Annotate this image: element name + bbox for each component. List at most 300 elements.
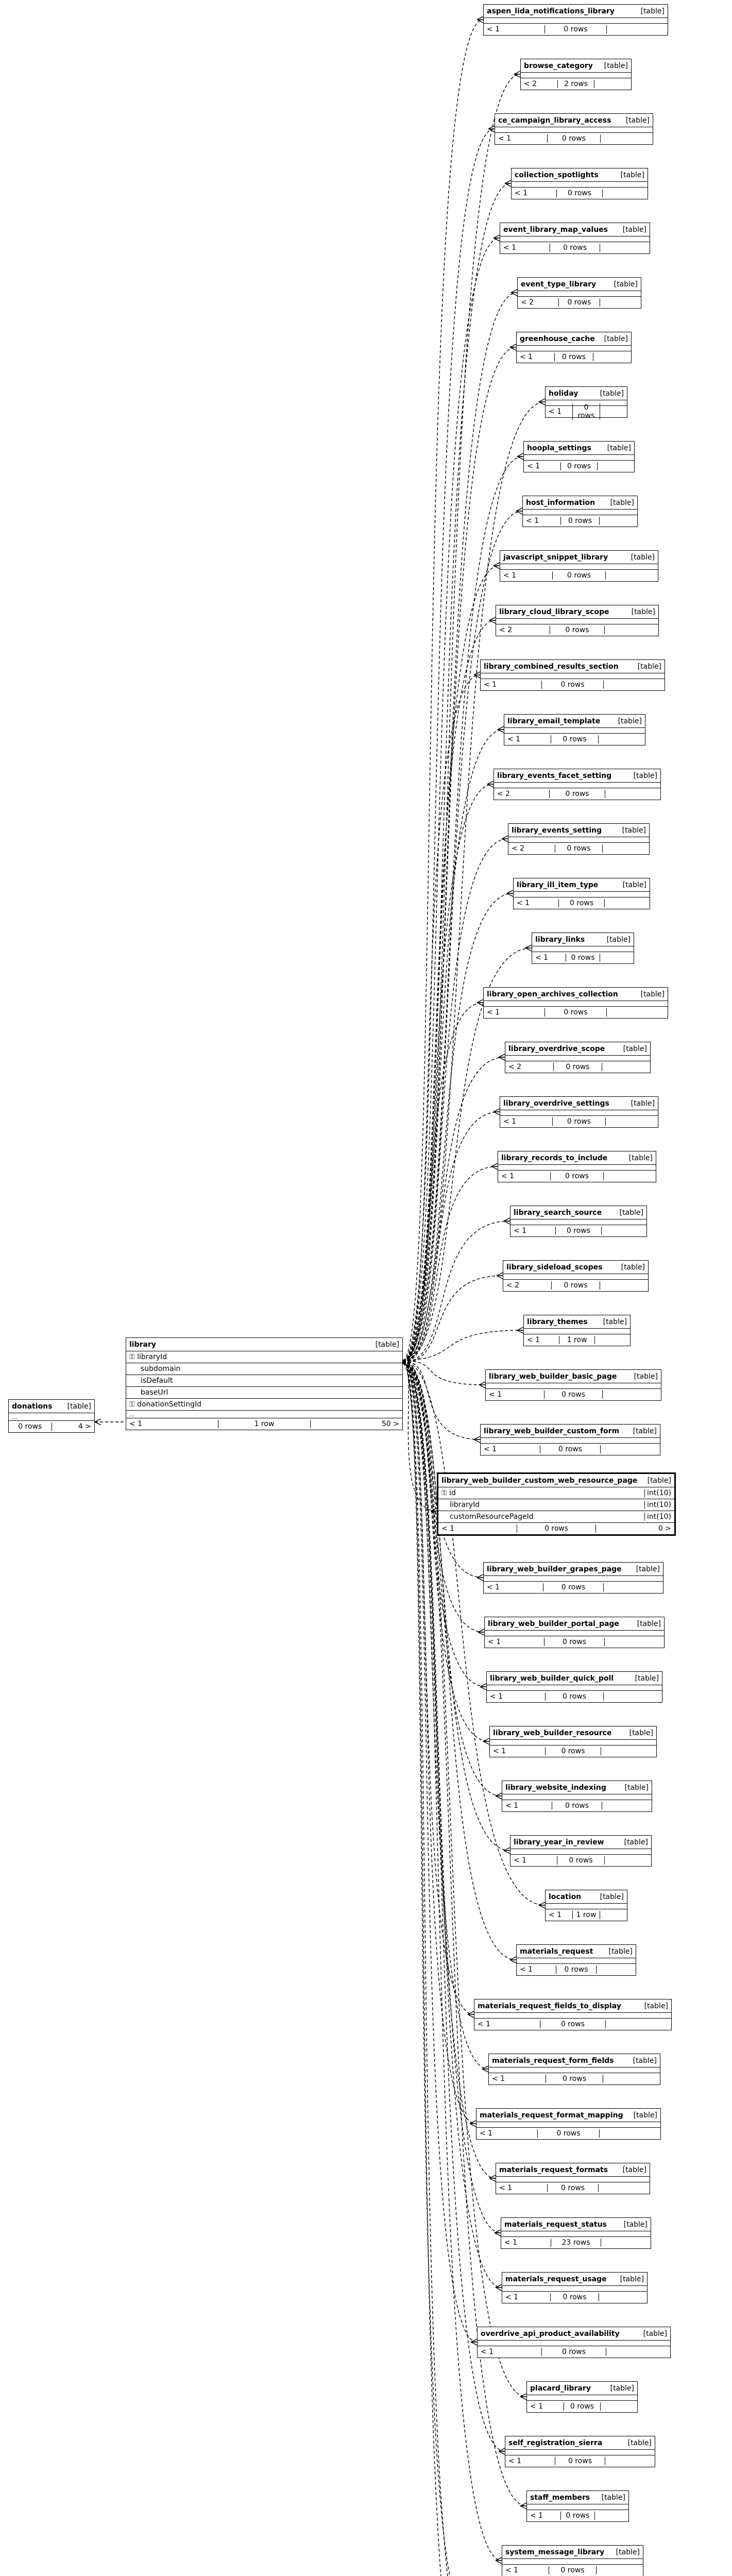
table-name: greenhouse_cache <box>520 334 595 343</box>
table-tag: [table] <box>633 771 657 780</box>
table-library-website-indexing[interactable] <box>502 1781 652 1812</box>
row-count: 1 row <box>218 1420 311 1428</box>
parent-count: < 1 <box>514 1856 527 1865</box>
table-library-year-in-review[interactable] <box>510 1835 652 1867</box>
crows-foot-marker <box>495 2230 501 2236</box>
parent-count: < 2 <box>506 1281 520 1290</box>
row-count: 0 rows <box>547 2184 599 2192</box>
table-system-message-library[interactable] <box>502 2545 643 2576</box>
table-name: materials_request_format_mapping <box>480 2111 623 2120</box>
columns-placeholder <box>485 1631 664 1636</box>
table-library-overdrive-settings[interactable] <box>500 1096 658 1128</box>
row-count: 0 rows <box>555 2457 605 2465</box>
table-name: holiday <box>549 389 578 398</box>
table-javascript-snippet-library[interactable] <box>500 550 658 582</box>
table-tag: [table] <box>625 116 650 125</box>
row-count: 0 rows <box>544 1391 603 1399</box>
table-name: library_web_builder_grapes_page <box>487 1565 622 1573</box>
table-tag: [table] <box>634 1372 658 1381</box>
parent-count: < 1 <box>489 1391 502 1399</box>
table-name: library_cloud_library_scope <box>499 607 609 616</box>
crows-foot-marker <box>517 1327 523 1333</box>
key-icon: ⚿ <box>441 1489 450 1497</box>
table-materials-request-fields-to-display[interactable] <box>474 1999 672 2030</box>
table-name: library_events_facet_setting <box>497 771 612 780</box>
parent-count: < 1 <box>535 954 549 962</box>
table-tag: [table] <box>633 1427 657 1435</box>
table-materials-request-formats[interactable] <box>496 2163 650 2194</box>
row-count: 0 rows <box>552 1802 602 1810</box>
table-library-events-facet-setting[interactable] <box>493 769 661 800</box>
columns-placeholder <box>527 2504 628 2510</box>
columns-ellipsis: ... <box>126 1411 402 1418</box>
crows-foot-marker <box>511 290 517 296</box>
row-count: 0 rows <box>551 1281 600 1290</box>
row-count: 0 rows <box>540 1445 600 1453</box>
parent-count: < 2 <box>521 298 534 307</box>
table-library-sideload-scopes[interactable] <box>503 1260 649 1292</box>
row-count: 0 rows <box>546 2075 603 2083</box>
crows-foot-marker <box>504 1848 510 1854</box>
columns-placeholder <box>500 1110 658 1116</box>
row-count: 0 rows <box>558 298 600 307</box>
crows-foot-marker <box>470 2121 476 2127</box>
row-count: 0 rows <box>540 2020 606 2028</box>
relationship-line <box>403 129 495 1361</box>
parent-count: < 1 <box>487 1008 500 1016</box>
table-name: library_web_builder_custom_web_resource_page <box>441 1476 638 1485</box>
columns-placeholder <box>501 2231 651 2237</box>
parent-count: < 1 <box>484 681 497 689</box>
parent-count: < 1 <box>549 408 562 416</box>
parent-count: < 1 <box>530 2402 543 2411</box>
crows-foot-marker <box>480 1684 486 1690</box>
parent-count: < 1 <box>488 1638 501 1646</box>
column-row: customResourcePageId int(10) <box>438 1511 674 1523</box>
table-library-links[interactable] <box>532 933 634 964</box>
crows-foot-marker <box>478 1629 484 1635</box>
crows-foot-marker <box>510 1957 516 1963</box>
row-count: 0 rows <box>544 25 606 33</box>
table-tag: [table] <box>628 1154 653 1162</box>
row-count: 1 row <box>572 1911 600 1919</box>
row-count: 23 rows <box>551 2239 601 2247</box>
columns-placeholder <box>500 564 658 570</box>
row-count: 0 rows <box>560 2512 595 2520</box>
columns-placeholder <box>494 783 660 788</box>
table-tag: [table] <box>631 607 655 616</box>
parent-count: < 1 <box>526 517 539 525</box>
crows-foot-marker <box>525 945 532 951</box>
table-tag: [table] <box>633 2056 657 2065</box>
crows-foot-marker <box>493 563 500 569</box>
columns-placeholder <box>486 1383 661 1389</box>
table-name: library_combined_results_section <box>484 662 619 671</box>
table-library-combined-results-section[interactable] <box>480 659 665 691</box>
table-library-themes[interactable] <box>523 1315 631 1346</box>
parent-count: < 2 <box>512 844 525 853</box>
foreign-key-icon: ⚿ <box>129 1400 138 1409</box>
table-name: library_search_source <box>514 1208 602 1217</box>
table-library-web-builder-quick-poll[interactable] <box>486 1671 662 1703</box>
table-tag: [table] <box>600 389 624 398</box>
crows-foot-marker <box>514 71 520 77</box>
table-overdrive-api-product-availability[interactable] <box>477 2327 671 2358</box>
table-tag: [table] <box>620 171 644 179</box>
table-materials-request-usage[interactable] <box>502 2272 648 2303</box>
table-tag: [table] <box>610 498 634 507</box>
row-count: 0 rows <box>556 189 602 197</box>
table-name: library_themes <box>527 1317 588 1326</box>
columns-placeholder <box>500 236 650 242</box>
columns-placeholder <box>502 2286 647 2292</box>
table-library-web-builder-basic-page[interactable] <box>485 1369 661 1401</box>
columns-placeholder <box>517 1958 636 1964</box>
parent-count: < 1 <box>481 2348 494 2356</box>
table-tag: [table] <box>640 990 665 998</box>
table-tag: [table] <box>631 553 655 562</box>
table-tag: [table] <box>600 1892 624 1901</box>
table-name: browse_category <box>524 61 593 70</box>
table-name: library_open_archives_collection <box>487 990 618 998</box>
table-ce-campaign-library-access[interactable] <box>495 113 653 145</box>
table-tag: [table] <box>623 2220 648 2229</box>
crows-foot-marker <box>517 453 523 460</box>
table-name: materials_request_usage <box>505 2275 607 2283</box>
relationship-line <box>403 784 493 1363</box>
table-holiday[interactable] <box>545 386 627 418</box>
row-count: 0 rows <box>557 1856 604 1865</box>
columns-placeholder <box>487 1685 662 1691</box>
table-collection-spotlights[interactable] <box>511 168 648 199</box>
table-tag: [table] <box>616 2548 640 2556</box>
crows-foot-marker <box>487 781 493 787</box>
row-count: 0 rows <box>541 681 603 689</box>
relationship-line <box>403 293 517 1363</box>
relationship-line <box>403 1362 483 1578</box>
parent-count: < 1 <box>515 189 528 197</box>
table-name: library <box>129 1340 157 1349</box>
table-tag: [table] <box>614 280 638 289</box>
relationship-line <box>403 1362 474 2014</box>
parent-count: < 1 <box>492 2075 505 2083</box>
table-library-web-builder-custom-form[interactable] <box>480 1424 660 1455</box>
columns-placeholder <box>505 2450 655 2455</box>
table-hoopla-settings[interactable] <box>523 441 635 472</box>
parent-count: < 1 <box>520 353 533 361</box>
table-name: placard_library <box>530 2384 591 2393</box>
row-count: 1 row <box>559 1336 595 1344</box>
table-name: system_message_library <box>505 2548 605 2556</box>
table-name: location <box>549 1892 582 1901</box>
table-name: event_type_library <box>521 280 597 289</box>
row-count: 0 rows <box>560 462 598 470</box>
crows-foot-marker <box>505 180 511 187</box>
parent-count: < 1 <box>530 2512 543 2520</box>
table-name: hoopla_settings <box>527 444 591 452</box>
table-tag: [table] <box>620 2275 644 2283</box>
table-tag: [table] <box>635 1674 659 1683</box>
row-count: 0 rows <box>544 1638 604 1646</box>
crows-foot-marker <box>502 836 508 842</box>
parent-count: < 2 <box>497 790 510 798</box>
columns-placeholder <box>518 291 641 297</box>
table-host-information[interactable] <box>522 496 638 527</box>
table-name: library_year_in_review <box>514 1838 604 1846</box>
columns-placeholder <box>504 728 645 734</box>
relationship-line <box>403 1057 505 1362</box>
parent-count: < 2 <box>499 626 513 634</box>
columns-placeholder <box>523 510 637 515</box>
row-count: 0 rows <box>560 517 599 525</box>
parent-count: < 1 <box>520 1965 533 1974</box>
table-library-web-builder-grapes-page[interactable] <box>483 1562 663 1594</box>
table-tag: [table] <box>618 717 642 725</box>
row-count: 0 rows <box>572 403 600 420</box>
row-count: 0 rows <box>555 844 602 853</box>
columns-placeholder <box>495 127 653 133</box>
table-event-type-library[interactable] <box>517 277 641 309</box>
crows-foot-marker <box>493 235 500 241</box>
table-name: library_web_builder_quick_poll <box>490 1674 614 1683</box>
columns-placeholder <box>521 73 631 78</box>
crows-foot-marker <box>489 2175 496 2181</box>
table-tag: [table] <box>619 1208 643 1217</box>
table-library-web-builder-custom-web-resource-page[interactable] <box>437 1472 676 1536</box>
table-library-events-setting[interactable] <box>508 823 650 855</box>
table-name: collection_spotlights <box>515 171 599 179</box>
table-name: event_library_map_values <box>503 225 608 234</box>
parent-count: < 1 <box>501 1172 515 1180</box>
crows-foot-marker <box>497 1273 503 1279</box>
table-materials-request[interactable] <box>516 1944 636 1976</box>
table-name: self_registration_sierra <box>508 2438 603 2447</box>
columns-placeholder <box>502 1794 652 1800</box>
crows-foot-marker <box>482 2066 488 2072</box>
column-row: isDefault <box>126 1375 402 1387</box>
columns-placeholder <box>478 2341 670 2346</box>
columns-placeholder <box>510 1219 646 1225</box>
columns-placeholder <box>484 18 668 24</box>
relationship-line <box>403 456 523 1360</box>
crows-foot-marker <box>489 617 496 623</box>
table-browse-category[interactable] <box>520 59 632 90</box>
table-name: materials_request <box>520 1947 593 1956</box>
crows-foot-marker <box>539 1902 545 1908</box>
table-name: materials_request_fields_to_display <box>478 2002 621 2010</box>
relationship-line <box>403 347 516 1363</box>
table-name: host_information <box>526 498 595 507</box>
columns-placeholder <box>527 2395 637 2401</box>
row-count: 0 rows <box>550 626 604 634</box>
table-staff-members[interactable] <box>526 2490 629 2522</box>
columns-placeholder <box>481 673 665 679</box>
row-count: 0 rows <box>537 2129 599 2138</box>
relationship-line <box>403 730 504 1363</box>
columns-placeholder <box>484 1001 668 1007</box>
row-count: 0 rows <box>544 1008 606 1016</box>
crows-foot-marker <box>499 1054 505 1060</box>
parent-count: < 1 <box>503 244 517 252</box>
column-row: libraryId int(10) <box>438 1499 674 1511</box>
table-materials-request-status[interactable] <box>501 2217 651 2249</box>
parent-count: < 1 <box>441 1524 455 1533</box>
table-tag: [table] <box>601 2493 625 2502</box>
table-materials-request-format-mapping[interactable] <box>476 2108 661 2140</box>
table-library-ill-item-type[interactable] <box>513 878 650 909</box>
columns-ellipsis: ... <box>9 1413 94 1421</box>
table-tag: [table] <box>629 1728 653 1737</box>
parent-count: < 1 <box>503 1117 517 1126</box>
columns-placeholder <box>490 1740 656 1745</box>
key-icon: ⚿ <box>129 1353 138 1361</box>
table-name: library_links <box>535 935 585 944</box>
table-tag: [table] <box>604 61 628 70</box>
column-row: ⚿ libraryId <box>126 1351 402 1363</box>
table-name: library_ill_item_type <box>517 880 599 889</box>
relationship-line <box>403 839 508 1364</box>
relationship-line <box>403 1003 483 1361</box>
crows-foot-marker <box>520 2503 526 2509</box>
columns-placeholder <box>474 2013 671 2019</box>
parent-count: < 1 <box>549 1911 562 1919</box>
row-count: 0 rows <box>552 1117 605 1126</box>
columns-placeholder <box>481 1438 660 1444</box>
table-event-library-map-values[interactable] <box>500 223 650 254</box>
parent-count: < 1 <box>490 1692 503 1701</box>
parent-count: < 1 <box>498 134 512 143</box>
table-tag: [table] <box>636 1565 660 1573</box>
row-count: 0 rows <box>543 1583 603 1591</box>
table-name: library_web_builder_basic_page <box>489 1372 617 1381</box>
table-tag: [table] <box>647 1476 671 1485</box>
table-tag: [table] <box>643 2329 667 2338</box>
row-count: 0 rows <box>9 1422 52 1431</box>
row-count: 2 rows <box>557 80 595 88</box>
crows-foot-marker <box>474 672 480 678</box>
columns-placeholder <box>532 946 634 952</box>
table-tag: [table] <box>631 1099 655 1108</box>
table-tag: [table] <box>644 2002 668 2010</box>
parent-count: < 1 <box>504 2239 518 2247</box>
table-name: donations <box>12 1402 53 1411</box>
table-name: library_overdrive_settings <box>503 1099 609 1108</box>
table-tag: [table] <box>627 2438 652 2447</box>
table-tag: [table] <box>622 826 646 835</box>
relationship-line <box>403 1363 502 2561</box>
table-materials-request-form-fields[interactable] <box>488 2054 660 2085</box>
table-tag: [table] <box>633 2111 657 2120</box>
row-count: 0 rows <box>517 1524 596 1533</box>
crows-foot-marker <box>474 1436 480 1443</box>
crows-foot-marker <box>491 1163 498 1170</box>
row-count: 0 rows <box>550 244 600 252</box>
crows-foot-marker <box>510 344 516 350</box>
table-greenhouse-cache[interactable] <box>516 332 632 363</box>
table-name: library_overdrive_scope <box>508 1044 605 1053</box>
row-count: 0 rows <box>549 790 605 798</box>
row-count: 0 rows <box>547 134 600 143</box>
table-library-overdrive-scope[interactable] <box>505 1042 651 1073</box>
parent-count: < 1 <box>514 1227 527 1235</box>
table-tag: [table] <box>621 1263 645 1272</box>
row-count: 0 rows <box>550 1172 603 1180</box>
row-count: 0 rows <box>551 735 598 743</box>
table-tag: [table] <box>622 880 646 889</box>
table-library-web-builder-portal-page[interactable] <box>484 1617 665 1648</box>
table-tag: [table] <box>608 1947 633 1956</box>
relationship-line <box>403 1330 523 1360</box>
table-tag: [table] <box>624 1783 649 1792</box>
table-name: overdrive_api_product_availability <box>481 2329 620 2338</box>
columns-placeholder <box>546 1904 627 1909</box>
table-name: materials_request_formats <box>499 2165 608 2174</box>
crows-foot-marker <box>507 890 513 896</box>
crows-foot-marker <box>539 399 545 405</box>
table-library-web-builder-resource[interactable] <box>489 1726 657 1757</box>
row-count: 0 rows <box>545 1692 604 1701</box>
table-tag: [table] <box>637 1619 661 1628</box>
table-library-email-template[interactable] <box>504 714 645 745</box>
relationship-line <box>403 511 522 1361</box>
columns-placeholder <box>505 1056 650 1061</box>
crows-foot-marker <box>516 508 522 514</box>
crows-foot-marker <box>499 2448 505 2454</box>
table-tag: [table] <box>375 1340 399 1349</box>
column-row: subdomain <box>126 1363 402 1375</box>
crows-foot-marker <box>477 1574 483 1581</box>
table-location[interactable] <box>545 1890 627 1921</box>
table-aspen-lida-notifications-library[interactable] <box>483 4 668 36</box>
table-placard-library[interactable] <box>526 2381 638 2413</box>
table-self-registration-sierra[interactable] <box>505 2436 655 2467</box>
child-count: 50 > <box>382 1420 399 1428</box>
child-count: 4 > <box>78 1422 91 1431</box>
row-count: 0 rows <box>552 571 605 580</box>
columns-placeholder <box>524 1329 630 1334</box>
parent-count: < 2 <box>524 80 537 88</box>
table-library-open-archives-collection[interactable] <box>483 987 668 1019</box>
crows-foot-marker <box>468 2011 474 2018</box>
table-library-records-to-include[interactable] <box>498 1151 656 1182</box>
parent-count: < 1 <box>499 2184 513 2192</box>
parent-count: < 1 <box>484 1445 497 1453</box>
crows-foot-marker <box>479 1382 485 1388</box>
crows-foot-marker <box>496 1793 502 1799</box>
table-library-search-source[interactable] <box>510 1206 647 1237</box>
parent-count: < 1 <box>487 25 500 33</box>
row-count: 0 rows <box>558 899 604 907</box>
table-donations[interactable] <box>8 1399 95 1433</box>
relationship-line <box>403 1166 498 1363</box>
table-tag: [table] <box>603 1317 627 1326</box>
parent-count: < 1 <box>505 2293 519 2301</box>
columns-placeholder <box>496 619 658 624</box>
table-library-cloud-library-scope[interactable] <box>496 605 659 636</box>
table-name: library_sideload_scopes <box>506 1263 603 1272</box>
row-count: 0 rows <box>550 2293 599 2301</box>
row-count: 0 rows <box>566 954 600 962</box>
columns-placeholder <box>503 1274 648 1280</box>
table-tag: [table] <box>622 225 646 234</box>
table-tag: [table] <box>67 1402 91 1411</box>
table-tag: [table] <box>624 1838 648 1846</box>
columns-placeholder <box>510 1849 651 1855</box>
table-tag: [table] <box>604 334 628 343</box>
table-name: library_events_setting <box>512 826 602 835</box>
table-library[interactable] <box>126 1337 403 1430</box>
row-count: 0 rows <box>541 2348 606 2356</box>
